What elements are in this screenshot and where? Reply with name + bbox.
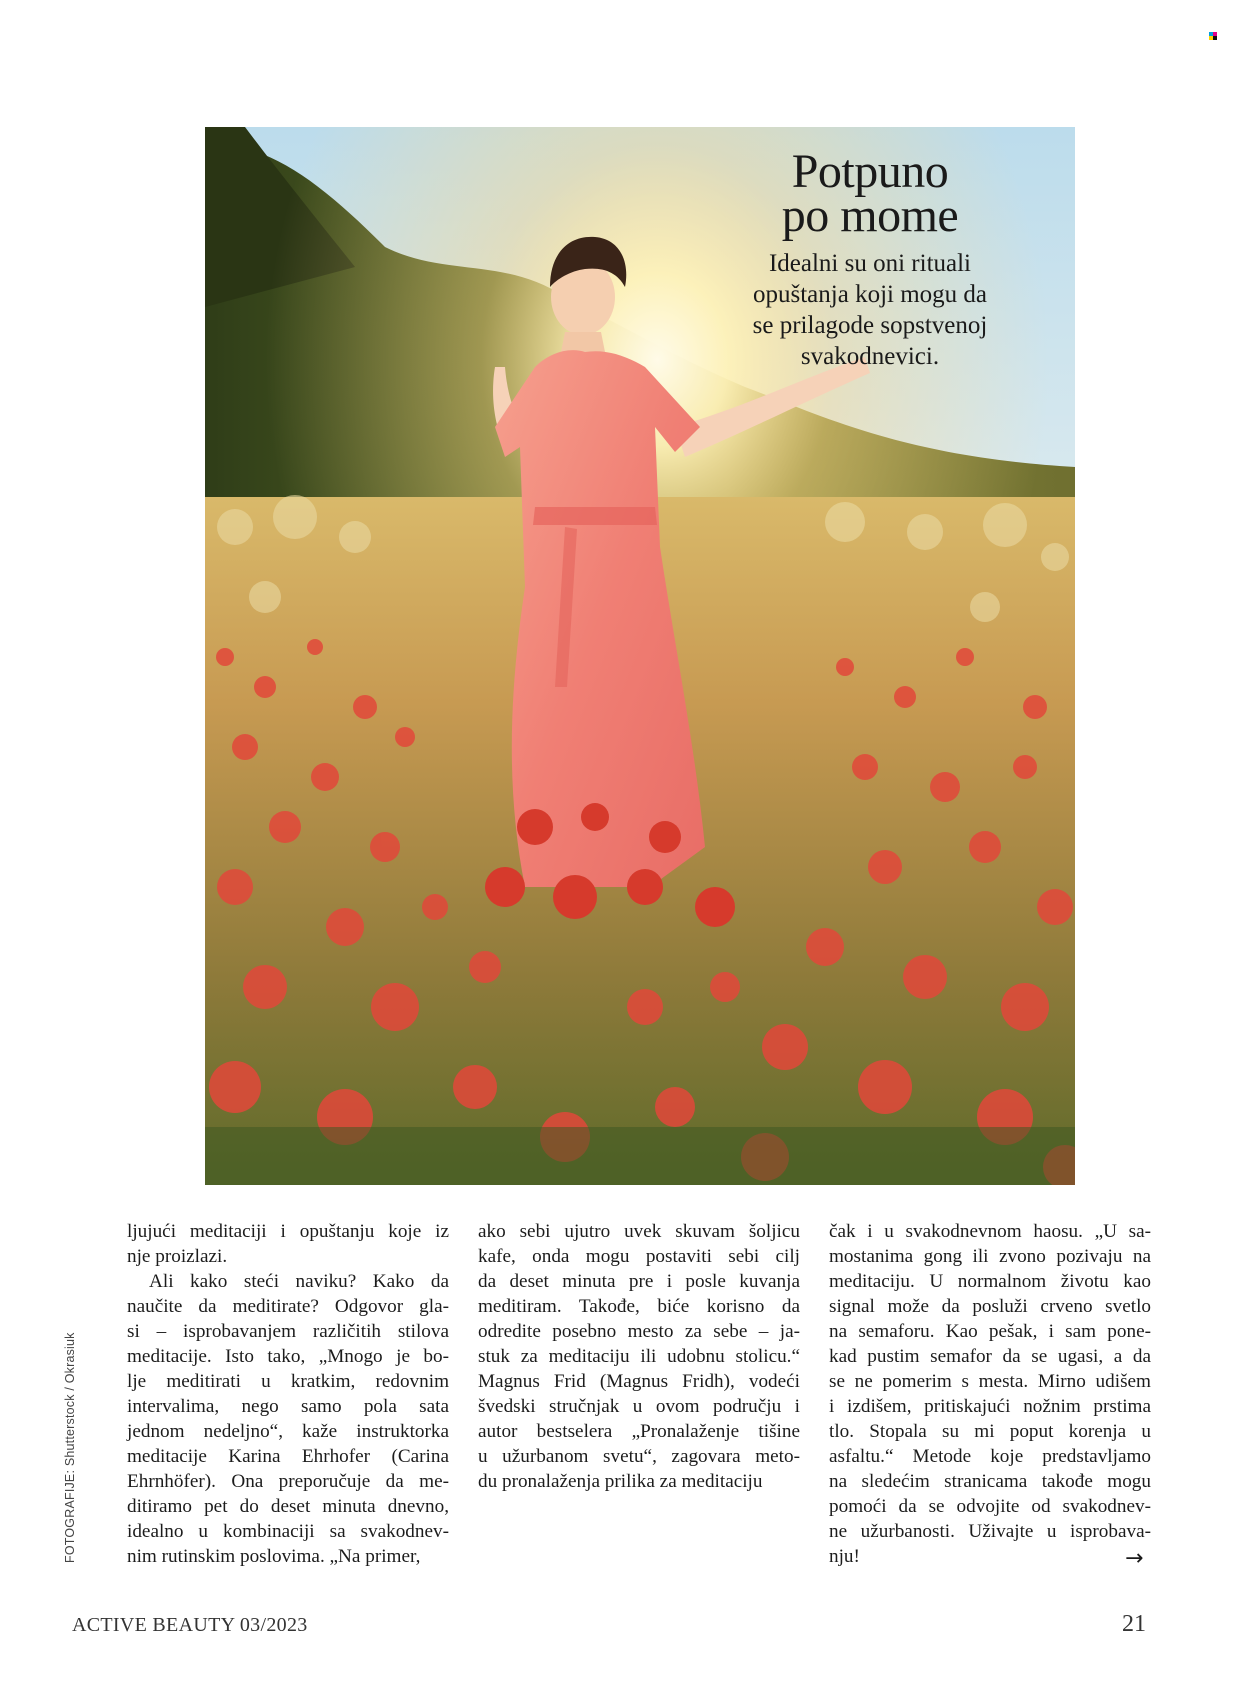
body-text-line: i izdišem, pritiskajući nožnim prstima bbox=[829, 1396, 1151, 1417]
body-text-line: se ne pomerim s mesta. Mirno udišem bbox=[829, 1371, 1151, 1392]
body-text-line: jednom nedeljno“, kaže instruktorka bbox=[127, 1421, 449, 1442]
body-text-line: naučite da meditirate? Odgovor gla- bbox=[127, 1296, 449, 1317]
body-text-line: si – isprobavanjem različitih stilova bbox=[127, 1321, 449, 1342]
body-text-line: da deset minuta pre i posle kuvanja bbox=[478, 1271, 800, 1292]
body-text-line: lje meditirati u kratkim, redovnim bbox=[127, 1371, 449, 1392]
body-text-line: Ali kako steći naviku? Kako da bbox=[149, 1271, 449, 1292]
body-text-line: nje proizlazi. bbox=[127, 1246, 228, 1267]
body-text-line: pomoći da se odvojite od svakodnev- bbox=[829, 1496, 1151, 1517]
article-title bbox=[700, 145, 1040, 242]
body-text-line: nim rutinskim poslovima. „Na primer, bbox=[127, 1546, 421, 1567]
body-text-line: odredite posebno mesto za sebe – ja- bbox=[478, 1321, 800, 1342]
body-text-line: meditacije. Isto tako, „Mnogo je bo- bbox=[127, 1346, 449, 1367]
body-text-line: du pronalaženja prilika za meditaciju bbox=[478, 1471, 763, 1492]
body-text-line: Ehrnhöfer). Ona preporučuje da me- bbox=[127, 1471, 449, 1492]
body-text-line: intervalima, nego samo pola sata bbox=[127, 1396, 449, 1417]
body-text-line: ditiramo pet do deset minuta dnevno, bbox=[127, 1496, 449, 1517]
color-swatch bbox=[1213, 36, 1217, 40]
body-column-2 bbox=[478, 1219, 800, 1494]
color-registration-mark bbox=[1209, 32, 1217, 40]
article-lead-line: se prilagode sopstvenoj bbox=[752, 312, 988, 339]
body-column-1 bbox=[127, 1219, 449, 1569]
article-headline bbox=[700, 145, 1040, 372]
body-text-line: autor bestselera „Pronalaženje tišine bbox=[478, 1421, 800, 1442]
body-text-line: u užurbanom svetu“, zagovara meto- bbox=[478, 1446, 800, 1467]
body-text-line: meditiram. Takođe, biće korisno da bbox=[478, 1296, 800, 1317]
photo-credit: FOTOGRAFIJE: Shutterstock / Okrasiuk bbox=[63, 1332, 77, 1563]
body-text-line: signal može da posluži crveno svetlo bbox=[829, 1296, 1151, 1317]
article-lead-line: svakodnevici. bbox=[800, 343, 940, 370]
body-text-line: ako sebi ujutro uvek skuvam šoljicu bbox=[478, 1221, 800, 1242]
body-text-line: idealno u kombinaciji sa svakodnev- bbox=[127, 1521, 449, 1542]
article-lead bbox=[700, 248, 1040, 372]
page-number: 21 bbox=[1122, 1611, 1146, 1637]
body-text-line: čak i u svakodnevnom haosu. „U sa- bbox=[829, 1221, 1151, 1242]
article-lead-line: opuštanja koji mogu da bbox=[753, 281, 987, 308]
body-text-line: tlo. Stopala su mi poput korenja u bbox=[829, 1421, 1151, 1442]
body-text-line: kafe, onda mogu postaviti sebi cilj bbox=[478, 1246, 800, 1267]
body-text-line: asfaltu.“ Metode koje predstavljamo bbox=[829, 1446, 1151, 1467]
article-title-line: po mome bbox=[781, 189, 959, 242]
arrow-right-icon: → bbox=[1125, 1546, 1144, 1571]
body-text-line: ne užurbanosti. Uživajte u isprobava- bbox=[829, 1521, 1151, 1542]
body-text-line: nju! bbox=[829, 1546, 860, 1567]
body-text-line: ljujući meditaciji i opuštanju koje iz bbox=[127, 1221, 449, 1242]
body-text-line: Magnus Frid (Magnus Fridh), vodeći bbox=[478, 1371, 800, 1392]
article-title-line: Potpuno bbox=[791, 145, 949, 198]
body-column-3 bbox=[829, 1219, 1151, 1569]
body-text-line: na semaforu. Kao pešak, i sam pone- bbox=[829, 1321, 1151, 1342]
body-text-line: kad pustim semafor da se ugasi, a da bbox=[829, 1346, 1151, 1367]
body-text-line: mostanima gong ili zvono pozivaju na bbox=[829, 1246, 1151, 1267]
footer-publication: ACTIVE BEAUTY 03/2023 bbox=[72, 1614, 308, 1636]
body-text-line: meditaciju. U normalnom životu kao bbox=[829, 1271, 1151, 1292]
body-text-line: meditacije Karina Ehrhofer (Carina bbox=[127, 1446, 449, 1467]
body-text-line: švedski stručnjak u ovom području i bbox=[478, 1396, 800, 1417]
body-text-line: stuk za meditaciju ili udobnu stolicu.“ bbox=[478, 1346, 800, 1367]
article-lead-line: Idealni su oni rituali bbox=[768, 250, 972, 277]
body-text-line: na sledećim stranicama takođe mogu bbox=[829, 1471, 1151, 1492]
